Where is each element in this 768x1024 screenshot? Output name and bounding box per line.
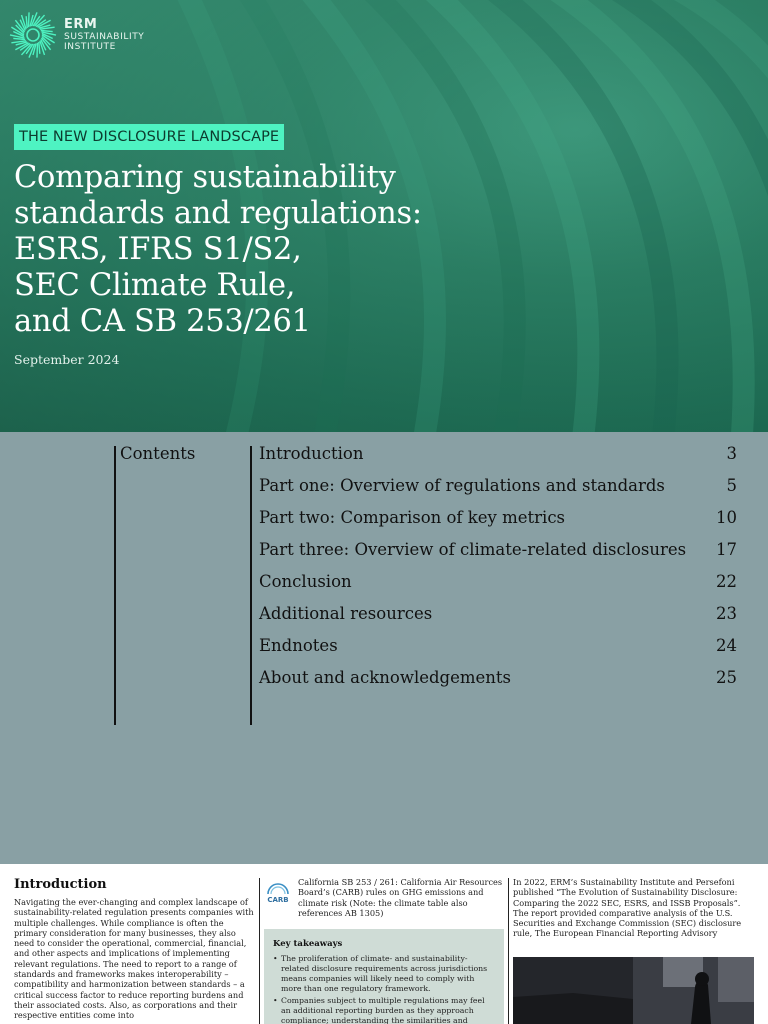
toc-title: Part one: Overview of regulations and standards <box>259 476 665 495</box>
logo-line3: INSTITUTE <box>64 42 116 52</box>
toc-item-part-one[interactable] <box>259 476 737 508</box>
intro-heading: Introduction <box>14 877 107 892</box>
toc-item-about[interactable] <box>259 668 737 700</box>
toc-page: 10 <box>716 508 737 527</box>
toc-title: About and acknowledgements <box>259 668 512 687</box>
logo-ray <box>13 38 25 39</box>
title-line: ESRS, IFRS S1/S2, <box>14 232 302 267</box>
section-kicker: THE NEW DISCLOSURE LANDSCAPE <box>14 124 284 150</box>
logo-ray <box>29 12 30 27</box>
toc-page: 24 <box>716 636 737 655</box>
carb-logo-text: CARB <box>267 896 289 904</box>
takeaway-item: • The proliferation of climate- and sustainability-related disclosure requirements across jurisdictions means companies will likely need to comply with more than one regulatory framework. <box>273 954 495 994</box>
contents-divider-left <box>114 446 116 725</box>
toc-item-introduction[interactable] <box>259 444 737 476</box>
toc-item-additional-resources[interactable] <box>259 604 737 636</box>
toc-title: Additional resources <box>259 604 433 623</box>
toc-item-part-three[interactable] <box>259 540 737 572</box>
logo-ray <box>39 42 40 54</box>
logo-ray <box>41 31 53 32</box>
key-takeaways-box <box>264 929 504 1024</box>
logo-ray <box>37 43 38 58</box>
contents-divider-right <box>250 446 252 725</box>
column-separator <box>508 878 509 1024</box>
title-line: and CA SB 253/261 <box>14 304 311 339</box>
cover-hero <box>0 0 768 432</box>
intro-paragraph: Navigating the ever-changing and complex landscape of sustainability-related regulation presents companies with multiple challenges. While compliance is often the primary consideration for many businesses, they also need to consider the operational, commercial, financial, and other aspects and implications of implementing relevant regulations. The need to report to a range of standards and frameworks makes interoperability – compatibility and harmonization between standards – a critical success factor to reduce reporting burdens and their associated costs. Also, as corporations and their respective entities come into <box>14 897 254 1021</box>
toc-page: 3 <box>726 444 737 463</box>
toc-title: Endnotes <box>259 636 338 655</box>
key-takeaways-heading: Key takeaways <box>273 939 343 949</box>
sunburst-logo-icon <box>8 10 58 60</box>
toc-item-part-two[interactable] <box>259 508 737 540</box>
silhouette-photo <box>513 957 754 1024</box>
document-title <box>14 160 534 340</box>
toc-title: Conclusion <box>259 572 352 591</box>
toc-page: 23 <box>716 604 737 623</box>
takeaway-item: • Companies subject to multiple regulations may feel an additional reporting burden as they approach compliance; understanding the similarities and <box>273 996 495 1024</box>
right-column-paragraph: In 2022, ERM’s Sustainability Institute and Persefoni published “The Evolution of Sustainability Disclosure: Comparing the 2022 SEC, ESRS, and ISSB Proposals”. The report provided comparative analysis of the U.S. Securities and Exchange Commission (SEC) disclosure rule, The European Financial Reporting Advisory <box>513 877 742 939</box>
toc-title: Part two: Comparison of key metrics <box>259 508 566 527</box>
logo-line2: SUSTAINABILITY <box>64 32 145 42</box>
logo-ray <box>26 16 27 28</box>
toc-page: 22 <box>716 572 737 591</box>
toc-item-conclusion[interactable] <box>259 572 737 604</box>
contents-label: Contents <box>120 444 196 463</box>
carb-logo-icon <box>264 880 292 908</box>
table-of-contents <box>259 444 737 700</box>
toc-item-endnotes[interactable] <box>259 636 737 668</box>
title-line: Comparing sustainability <box>14 160 396 195</box>
toc-title: Part three: Overview of climate-related disclosures <box>259 540 687 559</box>
column-separator <box>259 878 260 1024</box>
title-line: SEC Climate Rule, <box>14 268 296 303</box>
carb-description: California SB 253 / 261: California Air Resources Board’s (CARB) rules on GHG emissions and climate risk (Note: the climate table also references AB 1305) <box>298 877 503 918</box>
logo-name: ERM <box>64 17 98 32</box>
toc-page: 25 <box>716 668 737 687</box>
title-line: standards and regulations: <box>14 196 422 231</box>
toc-title: Introduction <box>259 444 364 463</box>
publication-date: September 2024 <box>14 352 120 367</box>
toc-page: 17 <box>716 540 737 559</box>
erm-logo <box>8 10 144 60</box>
toc-page: 5 <box>726 476 737 495</box>
